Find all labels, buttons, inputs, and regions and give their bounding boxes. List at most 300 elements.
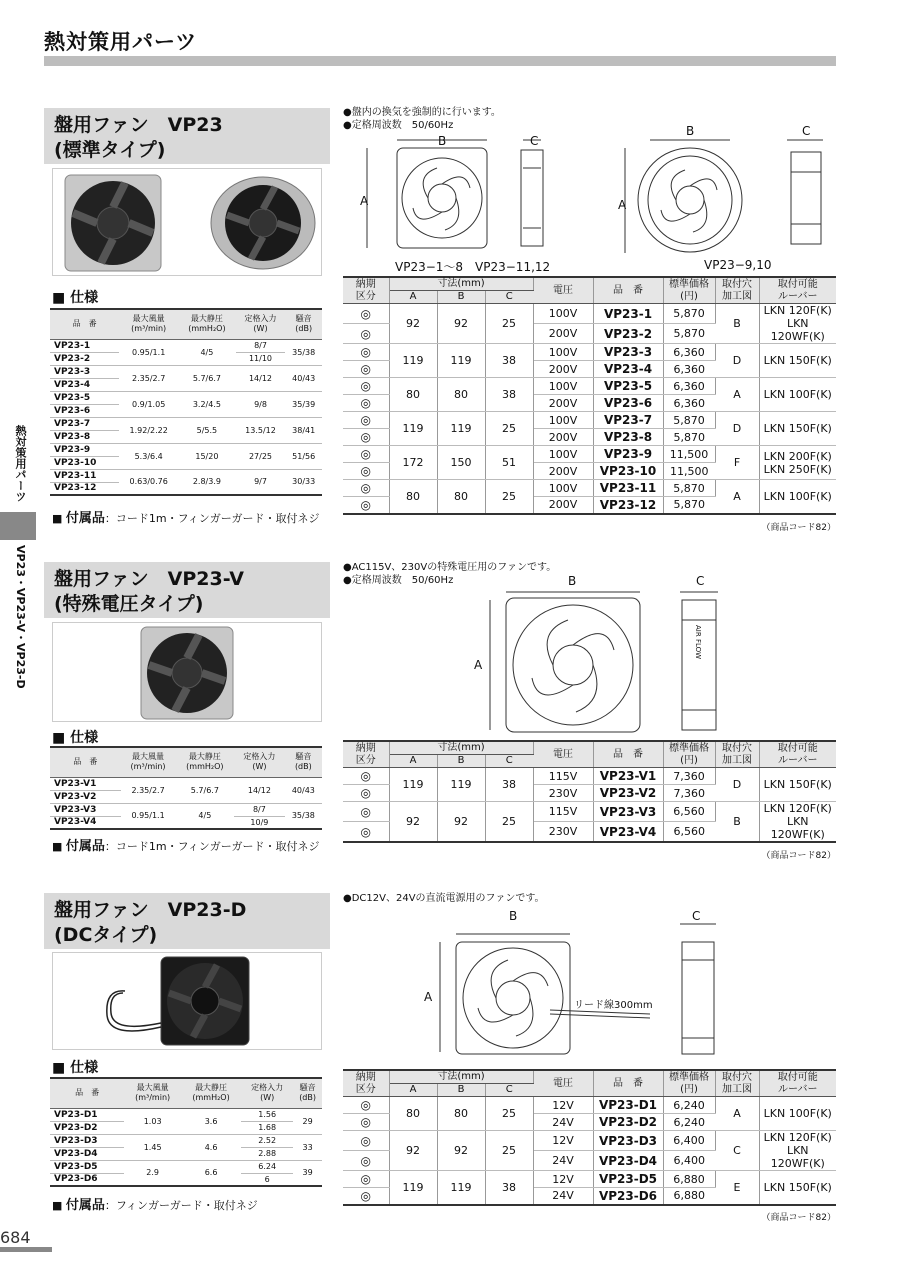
voltage: 200V: [533, 497, 593, 514]
dim-b: 119: [437, 768, 485, 802]
dim-a: 80: [389, 480, 437, 514]
spec-pressure: 4.6: [181, 1134, 241, 1160]
header-louver: 取付可能 ルーバー: [759, 741, 836, 768]
delivery-mark: ◎: [343, 463, 389, 480]
header-voltage: 電圧: [533, 741, 593, 768]
delivery-mark: ◎: [343, 429, 389, 446]
spec-power: 14/12: [234, 777, 285, 803]
header-a: A: [389, 1084, 437, 1097]
dim-c: 38: [485, 378, 533, 412]
dim-c: 38: [485, 1171, 533, 1205]
hole-diagram: C: [715, 1131, 759, 1171]
price: 7,360: [663, 768, 715, 785]
section-title-line2: (標準タイプ): [54, 139, 166, 161]
dim-c: 25: [485, 1097, 533, 1131]
product-photo-vp23-v: [52, 622, 322, 722]
price: 6,880: [663, 1171, 715, 1188]
hole-diagram: A: [715, 480, 759, 514]
hole-diagram: B: [715, 802, 759, 843]
dim-label-c: C: [530, 134, 539, 148]
dim-c: 38: [485, 344, 533, 378]
product-code: （商品コード82）: [761, 1213, 836, 1223]
delivery-mark: ◎: [343, 1097, 389, 1114]
header-model: 品 番: [593, 277, 663, 304]
delivery-mark: ◎: [343, 378, 389, 395]
voltage: 24V: [533, 1151, 593, 1171]
hole-diagram: A: [715, 1097, 759, 1131]
section-note: ●AC115V、230Vの特殊電圧用のファンです。: [343, 562, 557, 573]
header-model: 品 番: [593, 1070, 663, 1097]
voltage: 115V: [533, 802, 593, 822]
dim-a: 119: [389, 1171, 437, 1205]
header-b: B: [437, 1084, 485, 1097]
price: 5,870: [663, 497, 715, 514]
part-number: VP23-8: [593, 429, 663, 446]
header-delivery: 納期 区分: [343, 1070, 389, 1097]
section-title-line2: (DCタイプ): [54, 924, 158, 946]
spec-table-vp23-v: [50, 746, 322, 830]
dim-a: 119: [389, 344, 437, 378]
dim-label-c: C: [696, 574, 705, 588]
spec-heading: ■ 仕様: [52, 730, 99, 746]
dim-c: 25: [485, 1131, 533, 1171]
page-number: 684: [0, 1228, 31, 1247]
delivery-mark: ◎: [343, 1114, 389, 1131]
delivery-mark: ◎: [343, 785, 389, 802]
voltage: 200V: [533, 361, 593, 378]
part-number: VP23-6: [593, 395, 663, 412]
model-row: [343, 344, 836, 361]
delivery-mark: ◎: [343, 395, 389, 412]
part-number: VP23-12: [593, 497, 663, 514]
spec-power: 6.24: [241, 1160, 293, 1173]
spec-row: [50, 1134, 322, 1147]
louver-model: LKN 120F(K): [763, 802, 832, 815]
header-hole: 取付穴 加工図: [715, 741, 759, 768]
price: 5,870: [663, 304, 715, 324]
header-price: 標準価格 (円): [663, 1070, 715, 1097]
louver-model: LKN 150F(K): [763, 354, 832, 367]
delivery-mark: ◎: [343, 304, 389, 324]
section-note: ●定格周波数 50/60Hz: [343, 575, 454, 586]
spec-noise: 30/33: [285, 469, 322, 495]
part-number: VP23-D4: [593, 1151, 663, 1171]
louver-model: LKN 150F(K): [763, 422, 832, 435]
spec-flow: 2.35/2.7: [121, 777, 176, 803]
page-title: 熱対策用パーツ: [44, 30, 198, 54]
price: 11,500: [663, 463, 715, 480]
louver-model: LKN 250F(K): [763, 462, 832, 476]
dim-label-a: A: [424, 990, 433, 1004]
spec-power: 9/8: [236, 391, 286, 417]
dim-label-b: B: [568, 574, 577, 588]
dim-b: 119: [437, 412, 485, 446]
spec-header-power: 定格入力 (W): [241, 1078, 293, 1108]
spec-header-pressure: 最大静圧 (mmH₂O): [178, 309, 236, 339]
spec-power: 8/7: [234, 803, 285, 816]
spec-power: 2.52: [241, 1134, 293, 1147]
price: 6,880: [663, 1188, 715, 1205]
dim-c: 25: [485, 480, 533, 514]
price: 6,560: [663, 802, 715, 822]
header-b: B: [437, 755, 485, 768]
dim-label-a: A: [618, 198, 627, 212]
delivery-mark: ◎: [343, 344, 389, 361]
hole-diagram: A: [715, 378, 759, 412]
dim-label-c: C: [802, 124, 811, 138]
delivery-mark: ◎: [343, 446, 389, 463]
part-number: VP23-V4: [593, 822, 663, 842]
model-row: [343, 446, 836, 463]
spec-model: VP23-8: [50, 430, 119, 443]
spec-flow: 1.03: [124, 1108, 181, 1134]
voltage: 115V: [533, 768, 593, 785]
price: 6,400: [663, 1131, 715, 1151]
product-code: （商品コード82）: [761, 851, 836, 861]
page-number-bar: [0, 1247, 52, 1252]
model-row: [343, 480, 836, 497]
spec-model: VP23-D4: [50, 1147, 124, 1160]
spec-row: [50, 803, 322, 816]
spec-row: [50, 417, 322, 430]
price: 6,560: [663, 822, 715, 842]
spec-power: 1.68: [241, 1121, 293, 1134]
header-dims: 寸法(mm): [389, 277, 533, 291]
spec-model: VP23-V3: [50, 803, 121, 816]
model-row: [343, 768, 836, 785]
spec-flow: 1.45: [124, 1134, 181, 1160]
dim-b: 80: [437, 378, 485, 412]
voltage: 100V: [533, 480, 593, 497]
part-number: VP23-V2: [593, 785, 663, 802]
price: 7,360: [663, 785, 715, 802]
accessories: ■ 付属品：コード1m・フィンガーガード・取付ネジ: [52, 511, 320, 526]
louver: [759, 1131, 836, 1171]
dim-label-a: A: [474, 658, 483, 672]
louver-model: LKN 100F(K): [763, 489, 832, 503]
accessories: ■ 付属品：コード1m・フィンガーガード・取付ネジ: [52, 839, 320, 854]
spec-flow: 0.95/1.1: [119, 339, 178, 365]
header-dims: 寸法(mm): [389, 741, 533, 755]
delivery-mark: ◎: [343, 324, 389, 344]
dim-c: 25: [485, 412, 533, 446]
spec-model: VP23-V2: [50, 790, 121, 803]
louver: [759, 304, 836, 344]
sidebar-tab: [0, 512, 36, 540]
spec-pressure: 5.7/6.7: [176, 777, 235, 803]
header-price: 標準価格 (円): [663, 741, 715, 768]
hole-diagram: D: [715, 412, 759, 446]
header-louver: 取付可能 ルーバー: [759, 1070, 836, 1097]
delivery-mark: ◎: [343, 802, 389, 822]
spec-pressure: 5/5.5: [178, 417, 236, 443]
price: 6,360: [663, 361, 715, 378]
dim-a: 80: [389, 1097, 437, 1131]
fan-image: [53, 623, 323, 723]
model-table-vp23-d: [343, 1069, 836, 1206]
header-a: A: [389, 291, 437, 304]
part-number: VP23-D5: [593, 1171, 663, 1188]
price: 5,870: [663, 412, 715, 429]
spec-noise: 35/38: [285, 339, 322, 365]
spec-power: 27/25: [236, 443, 286, 469]
spec-noise: 29: [293, 1108, 322, 1134]
title-rule: [44, 56, 836, 66]
spec-header-model: 品 番: [50, 309, 119, 339]
spec-model: VP23-3: [50, 365, 119, 378]
spec-header-power: 定格入力 (W): [236, 309, 286, 339]
voltage: 12V: [533, 1131, 593, 1151]
price: 6,360: [663, 395, 715, 412]
price: 6,400: [663, 1151, 715, 1171]
spec-pressure: 6.6: [181, 1160, 241, 1186]
delivery-mark: ◎: [343, 497, 389, 514]
dim-a: 80: [389, 378, 437, 412]
louver: [759, 412, 836, 446]
delivery-mark: ◎: [343, 768, 389, 785]
delivery-mark: ◎: [343, 822, 389, 842]
dim-b: 92: [437, 802, 485, 843]
spec-pressure: 3.6: [181, 1108, 241, 1134]
spec-header-power: 定格入力 (W): [234, 747, 285, 777]
dimension-diagram-vp23-d: [430, 912, 730, 1062]
section-title-line1: 盤用ファン VP23-V: [54, 568, 244, 590]
product-photo-vp23: [52, 168, 322, 276]
spec-pressure: 5.7/6.7: [178, 365, 236, 391]
voltage: 230V: [533, 822, 593, 842]
spec-power: 2.88: [241, 1147, 293, 1160]
spec-model: VP23-6: [50, 404, 119, 417]
section-title-vp23-d: [44, 893, 330, 949]
dim-a: 119: [389, 412, 437, 446]
spec-header-noise: 騒音 (dB): [293, 1078, 322, 1108]
header-a: A: [389, 755, 437, 768]
model-table-vp23-v: [343, 740, 836, 843]
spec-row: [50, 339, 322, 352]
dim-label-b: B: [438, 134, 447, 148]
spec-pressure: 2.8/3.9: [178, 469, 236, 495]
voltage: 100V: [533, 446, 593, 463]
header-model: 品 番: [593, 741, 663, 768]
dim-a: 92: [389, 802, 437, 843]
delivery-mark: ◎: [343, 1188, 389, 1205]
spec-power: 6: [241, 1173, 293, 1186]
louver-model: LKN 200F(K): [763, 449, 832, 463]
hole-diagram: E: [715, 1171, 759, 1205]
price: 5,870: [663, 324, 715, 344]
voltage: 12V: [533, 1097, 593, 1114]
spec-row: [50, 1160, 322, 1173]
dim-label-c: C: [692, 909, 701, 923]
spec-model: VP23-D5: [50, 1160, 124, 1173]
spec-table-vp23-d: [50, 1077, 322, 1187]
louver: [759, 378, 836, 412]
part-number: VP23-9: [593, 446, 663, 463]
spec-model: VP23-V4: [50, 816, 121, 829]
part-number: VP23-7: [593, 412, 663, 429]
header-voltage: 電圧: [533, 277, 593, 304]
spec-flow: 1.92/2.22: [119, 417, 178, 443]
spec-noise: 51/56: [285, 443, 322, 469]
voltage: 200V: [533, 429, 593, 446]
spec-model: VP23-D6: [50, 1173, 124, 1186]
model-row: [343, 1097, 836, 1114]
voltage: 200V: [533, 324, 593, 344]
voltage: 24V: [533, 1188, 593, 1205]
part-number: VP23-V3: [593, 802, 663, 822]
spec-header-flow: 最大風量 (m³/min): [119, 309, 178, 339]
dimension-diagram-vp23: [355, 128, 835, 276]
dim-a: 119: [389, 768, 437, 802]
price: 5,870: [663, 429, 715, 446]
spec-model: VP23-4: [50, 378, 119, 391]
spec-row: [50, 365, 322, 378]
part-number: VP23-5: [593, 378, 663, 395]
spec-model: VP23-2: [50, 352, 119, 365]
spec-header-noise: 騒音 (dB): [285, 309, 322, 339]
dim-b: 92: [437, 304, 485, 344]
louver-model: LKN 150F(K): [763, 1180, 832, 1194]
dim-c: 38: [485, 768, 533, 802]
spec-flow: 0.63/0.76: [119, 469, 178, 495]
model-row: [343, 304, 836, 324]
dim-b: 80: [437, 480, 485, 514]
spec-power: 14/12: [236, 365, 286, 391]
spec-header-pressure: 最大静圧 (mmH₂O): [176, 747, 235, 777]
header-delivery: 納期 区分: [343, 277, 389, 304]
louver-model: LKN 120F(K): [763, 304, 832, 317]
voltage: 200V: [533, 463, 593, 480]
hole-diagram: F: [715, 446, 759, 480]
louver: [759, 1171, 836, 1205]
spec-noise: 40/43: [285, 365, 322, 391]
spec-flow: 0.9/1.05: [119, 391, 178, 417]
section-title-line1: 盤用ファン VP23: [54, 114, 223, 136]
header-c: C: [485, 1084, 533, 1097]
dim-b: 119: [437, 1171, 485, 1205]
part-number: VP23-11: [593, 480, 663, 497]
spec-power: 10/9: [234, 816, 285, 829]
accessories: ■ 付属品：フィンガーガード・取付ネジ: [52, 1198, 258, 1213]
spec-noise: 38/41: [285, 417, 322, 443]
voltage: 100V: [533, 412, 593, 429]
section-title-vp23: [44, 108, 330, 164]
spec-heading: ■ 仕様: [52, 290, 99, 306]
louver-model: LKN 100F(K): [763, 1107, 832, 1120]
spec-noise: 35/39: [285, 391, 322, 417]
header-price: 標準価格 (円): [663, 277, 715, 304]
price: 11,500: [663, 446, 715, 463]
part-number: VP23-D3: [593, 1131, 663, 1151]
spec-model: VP23-V1: [50, 777, 121, 790]
section-title-line1: 盤用ファン VP23-D: [54, 899, 247, 921]
louver: [759, 480, 836, 514]
spec-power: 9/7: [236, 469, 286, 495]
header-hole: 取付穴 加工図: [715, 277, 759, 304]
louver: [759, 768, 836, 802]
sidebar-label-models: VP23・VP23-V・VP23-D: [14, 545, 27, 689]
price: 6,360: [663, 378, 715, 395]
spec-header-model: 品 番: [50, 747, 121, 777]
model-row: [343, 412, 836, 429]
dim-b: 119: [437, 344, 485, 378]
spec-row: [50, 777, 322, 790]
diagram-caption: VP23−1〜8 VP23−11,12: [395, 260, 551, 274]
dim-a: 172: [389, 446, 437, 480]
spec-pressure: 3.2/4.5: [178, 391, 236, 417]
header-delivery: 納期 区分: [343, 741, 389, 768]
dim-c: 25: [485, 802, 533, 843]
spec-noise: 33: [293, 1134, 322, 1160]
louver-model: LKN 120WF(K): [770, 317, 825, 343]
header-hole: 取付穴 加工図: [715, 1070, 759, 1097]
part-number: VP23-10: [593, 463, 663, 480]
spec-header-model: 品 番: [50, 1078, 124, 1108]
header-c: C: [485, 755, 533, 768]
louver-model: LKN 120WF(K): [770, 1144, 825, 1170]
louver-model: LKN 150F(K): [763, 778, 832, 791]
delivery-mark: ◎: [343, 1171, 389, 1188]
delivery-mark: ◎: [343, 412, 389, 429]
voltage: 230V: [533, 785, 593, 802]
section-note: ●盤内の換気を強制的に行います。: [343, 107, 501, 118]
delivery-mark: ◎: [343, 1151, 389, 1171]
part-number: VP23-V1: [593, 768, 663, 785]
spec-power: 1.56: [241, 1108, 293, 1121]
spec-table-vp23: [50, 308, 322, 496]
spec-row: [50, 469, 322, 482]
section-title-line2: (特殊電圧タイプ): [54, 593, 204, 615]
part-number: VP23-2: [593, 324, 663, 344]
dim-a: 92: [389, 304, 437, 344]
spec-heading: ■ 仕様: [52, 1060, 99, 1076]
lead-wire-label: リード線300mm: [574, 1000, 653, 1011]
part-number: VP23-1: [593, 304, 663, 324]
product-photo-vp23-d: [52, 952, 322, 1050]
spec-noise: 40/43: [285, 777, 322, 803]
dim-label-b: B: [686, 124, 695, 138]
delivery-mark: ◎: [343, 480, 389, 497]
dim-b: 80: [437, 1097, 485, 1131]
spec-power: 8/7: [236, 339, 286, 352]
spec-model: VP23-9: [50, 443, 119, 456]
price: 6,240: [663, 1097, 715, 1114]
model-row: [343, 1131, 836, 1151]
header-louver: 取付可能 ルーバー: [759, 277, 836, 304]
spec-model: VP23-D2: [50, 1121, 124, 1134]
section-title-vp23-v: [44, 562, 330, 618]
spec-header-noise: 騒音 (dB): [285, 747, 322, 777]
delivery-mark: ◎: [343, 1131, 389, 1151]
louver: [759, 802, 836, 843]
model-table-vp23: [343, 276, 836, 515]
airflow-label: AIR FLOW: [694, 625, 702, 660]
spec-model: VP23-D3: [50, 1134, 124, 1147]
spec-flow: 5.3/6.4: [119, 443, 178, 469]
voltage: 200V: [533, 395, 593, 412]
model-row: [343, 1171, 836, 1188]
hole-diagram: B: [715, 304, 759, 344]
section-note: ●定格周波数 50/60Hz: [343, 120, 454, 131]
louver: [759, 446, 836, 480]
part-number: VP23-D1: [593, 1097, 663, 1114]
spec-pressure: 4/5: [176, 803, 235, 829]
spec-flow: 0.95/1.1: [121, 803, 176, 829]
spec-flow: 2.9: [124, 1160, 181, 1186]
part-number: VP23-D2: [593, 1114, 663, 1131]
spec-model: VP23-5: [50, 391, 119, 404]
diagram-caption: VP23−9,10: [704, 258, 772, 272]
